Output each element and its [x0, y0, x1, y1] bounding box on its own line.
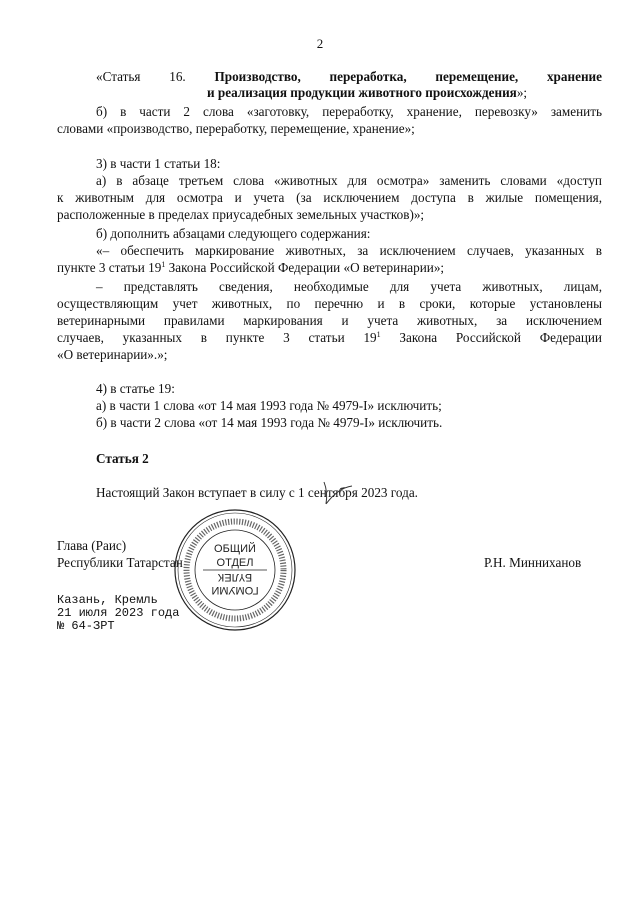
quote2-line5: «О ветеринарии».»;	[57, 347, 168, 362]
superscript-1: 1	[161, 260, 166, 269]
page-number: 2	[316, 36, 324, 51]
signatory-title-line2: Республики Татарстан	[57, 555, 183, 570]
quote2-line4-a: случаев, указанных в пункте 3 статьи 19	[57, 330, 377, 345]
paragraph-a-line3: расположенные в пределах приусадебных земельных участков)»;	[57, 207, 425, 222]
quote2-line3: ветеринарными правилами маркирования и учета животных, за исключением	[57, 313, 602, 328]
article-16-title-line2: и реализация продукции животного происхождения	[207, 85, 517, 100]
signatory-title-line1: Глава (Раис)	[57, 538, 127, 553]
seal-line4: БҮЛЕК	[217, 571, 253, 583]
article-16-suffix: »;	[516, 85, 528, 100]
paragraph-b2: б) дополнить абзацами следующего содержания:	[96, 226, 371, 241]
paragraph-b1-line2: словами «производство, переработку, перемещение, хранение»;	[57, 121, 415, 136]
quote2-line4-b: Закона Российской Федерации	[380, 330, 602, 345]
seal-line3: ГОМУМИ	[211, 584, 259, 596]
handwritten-signature	[318, 478, 358, 510]
date: 21 июля 2023 года	[57, 606, 180, 620]
quote1-line2	[57, 260, 444, 276]
quote1-line2-a: пункте 3 статьи 19	[57, 260, 162, 275]
paragraph-a-line1: а) в абзаце третьем слова «животных для осмотра» заменить словами «доступ	[96, 173, 602, 188]
official-seal	[173, 508, 297, 632]
seal-line1: ОБЩИЙ	[214, 543, 256, 555]
article-16-heading-line2	[207, 85, 527, 101]
article-16-heading-line1	[96, 69, 602, 85]
paragraph-3: 3) в части 1 статьи 18:	[96, 156, 221, 171]
law-number: № 64-ЗРТ	[57, 619, 115, 633]
quote2-line1: – представлять сведения, необходимые для учета животных, лицам,	[96, 279, 602, 294]
quote2-line4	[57, 330, 602, 346]
quote2-line2: осуществляющим учет животных, по перечню и в сроки, которые установлены	[57, 296, 602, 311]
article-2-title-text: Статья 2	[96, 451, 149, 466]
signatory-name: Р.Н. Минниханов	[484, 555, 582, 570]
article-2-title	[96, 451, 149, 467]
seal-line2: ОТДЕЛ	[216, 557, 254, 569]
quote1-line2-b: Закона Российской Федерации «О ветеринарии»;	[165, 260, 445, 275]
article-2-text: Настоящий Закон вступает в силу с 1 сентября 2023 года.	[96, 485, 418, 500]
article-16-prefix: «Статья 16.	[96, 69, 186, 84]
paragraph-b1-line1: б) в части 2 слова «заготовку, переработку, хранение, перевозку» заменить	[96, 104, 602, 119]
quote1-line1: «– обеспечить маркирование животных, за исключением случаев, указанных в	[96, 243, 602, 258]
paragraph-a-line2: к животным для осмотра и учета (за исключением доступа в жилые помещения,	[57, 190, 602, 205]
paragraph-4: 4) в статье 19:	[96, 381, 175, 396]
place: Казань, Кремль	[57, 593, 158, 607]
paragraph-4a: а) в части 1 слова «от 14 мая 1993 года № 4979-I» исключить;	[96, 398, 442, 413]
paragraph-4b: б) в части 2 слова «от 14 мая 1993 года № 4979-I» исключить.	[96, 415, 443, 430]
superscript-1b: 1	[376, 330, 381, 339]
article-16-title-line1: Производство, переработка, перемещение, хранение	[214, 69, 602, 84]
